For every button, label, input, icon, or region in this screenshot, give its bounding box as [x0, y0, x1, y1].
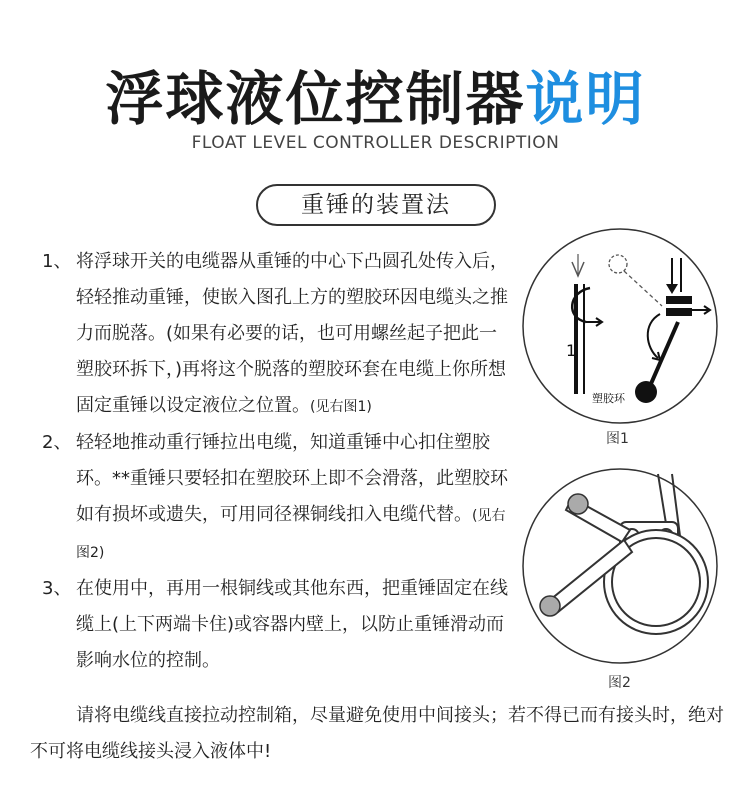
- instruction-list: [42, 244, 512, 679]
- instruction-item-1: [42, 244, 512, 425]
- item-number: 2、: [42, 432, 72, 453]
- item-body: [76, 425, 512, 571]
- page-subtitle: FLOAT LEVEL CONTROLLER DESCRIPTION: [191, 133, 560, 153]
- instruction-item-2: [42, 425, 512, 571]
- warning-note: 请将电缆线直接拉动控制箱，尽量避免使用中间接头；若不得已而有接头时，绝对不可将电缆线接头浸入液体中!: [30, 705, 724, 762]
- ring-label: 塑胶环: [592, 392, 625, 405]
- item-number: 1、: [42, 251, 72, 272]
- item-text: 在使用中，再用一根铜线或其他东西，把重锤固定在线缆上(上下两端卡住)或容器内壁上，以防止重锤滑动而影响水位的控制。: [76, 578, 508, 671]
- section-heading: 重锤的装置法: [256, 184, 496, 226]
- title-accent: 说明: [525, 65, 646, 133]
- arrow-number-label: 1: [566, 341, 577, 360]
- item-text: 轻轻地推动重行锤拉出电缆，知道重锤中心扣住塑胶环。**重锤只要轻扣在塑胶环上即不会滑落，此塑胶环如有损坏或遗失，可用同径裸铜线扣入电缆代替。: [76, 432, 508, 525]
- figure-1-caption: 图1: [606, 431, 629, 447]
- figure-1-illustration: [520, 226, 720, 426]
- figure-2-caption: 图2: [608, 675, 631, 691]
- figure-reference: (见右图2): [76, 508, 506, 561]
- instruction-item-3: [42, 571, 512, 679]
- figure-reference: (见右图1): [310, 399, 372, 415]
- item-number: 3、: [42, 578, 72, 599]
- item-body: [76, 244, 512, 425]
- title-main: 浮球液位控制器: [105, 65, 526, 133]
- item-body: [76, 571, 512, 679]
- page-title: [0, 62, 751, 136]
- figure-2-illustration: [520, 466, 720, 666]
- item-text: 将浮球开关的电缆器从重锤的中心下凸圆孔处传入后，轻轻推动重锤，使嵌入图孔上方的塑胶环因电缆头之推力而脱落。(如果有必要的话，也可用螺丝起子把此一塑胶环拆下，)再将这个脱落的塑胶环套在电缆上你所想固定重锤以设定液位之位置。: [76, 251, 508, 416]
